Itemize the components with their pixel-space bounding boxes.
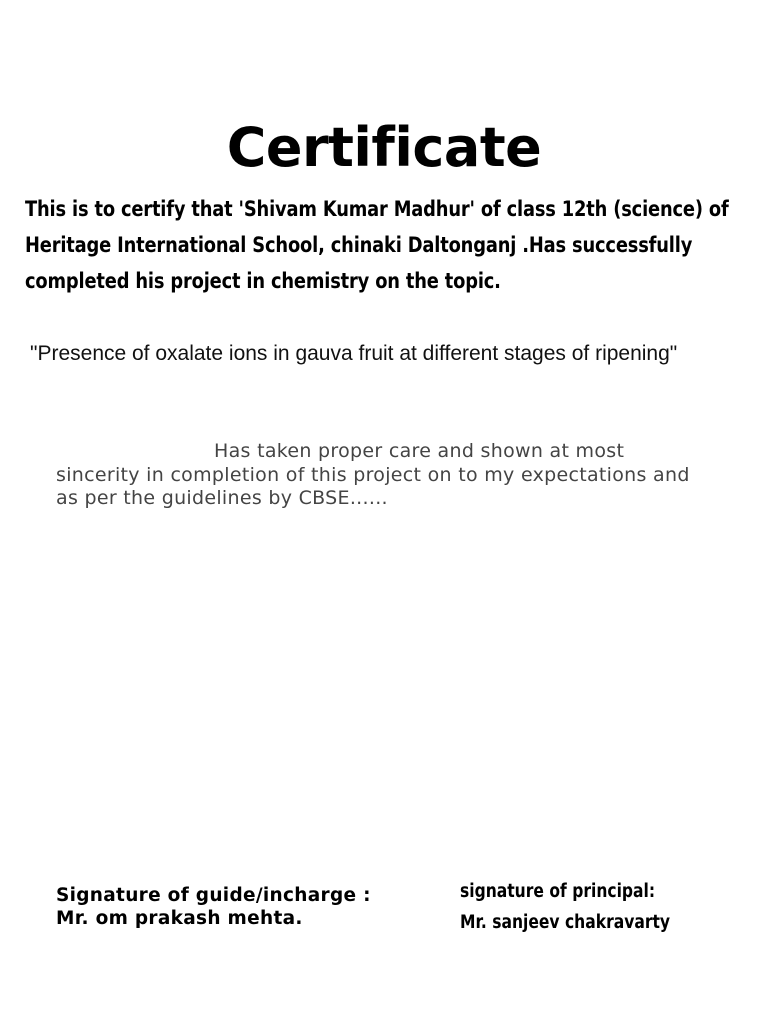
guide-name: Mr. om prakash mehta.	[56, 908, 303, 929]
certify-statement: This is to certify that 'Shivam Kumar Madhur' of class 12th (science) of Heritage International School, chinaki Daltonganj .Has successfully completed his project in chemistry on the topic.	[25, 197, 729, 294]
principal-signature-block	[460, 876, 762, 938]
certificate-title: Certificate	[226, 116, 542, 179]
principal-signature-label: signature of principal:	[460, 881, 656, 902]
guide-signature-label: Signature of guide/incharge :	[56, 885, 371, 906]
care-statement-text: Has taken proper care and shown at most sincerity in completion of this project on to my expectations and as per the guidelines by CBSE......	[56, 440, 690, 509]
principal-name: Mr. sanjeev chakravarty	[460, 912, 671, 933]
guide-signature-block	[56, 884, 436, 930]
project-topic: "Presence of oxalate ions in gauva fruit at different stages of ripening"	[30, 342, 678, 365]
care-statement	[56, 440, 696, 511]
